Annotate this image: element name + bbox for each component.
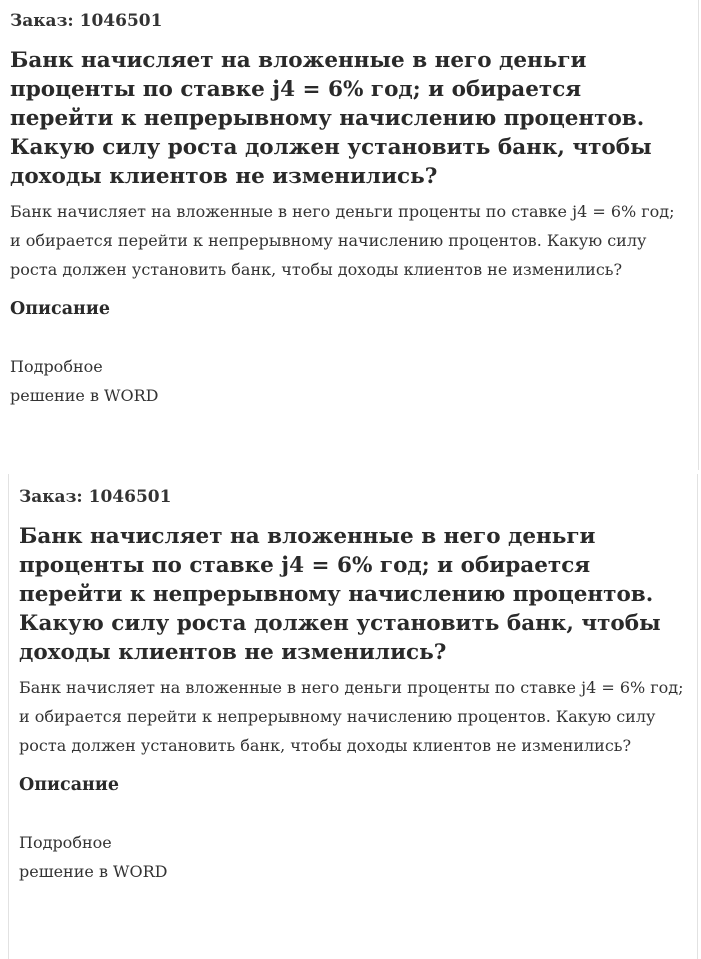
order-id: 1046501 [88, 487, 172, 507]
description-heading: Описание [19, 775, 119, 795]
solution-line-2: решение в WORD [10, 386, 159, 405]
order-label: Заказ: [19, 487, 83, 507]
solution-line-1: Подробное [19, 833, 112, 852]
solution-details [10, 352, 688, 410]
order-label: Заказ: [10, 11, 74, 31]
order-card [0, 0, 699, 470]
order-card [8, 474, 698, 959]
solution-line-2: решение в WORD [19, 862, 168, 881]
task-description: Банк начисляет на вложенные в него деньги проценты по ставке j4 = 6% год; и обирается перейти к непрерывному начислению процентов. Какую силу роста должен установить банк, чтобы доходы клиентов не изменились? [10, 202, 675, 279]
order-id: 1046501 [79, 11, 163, 31]
solution-line-1: Подробное [10, 357, 103, 376]
task-title: Банк начисляет на вложенные в него деньги проценты по ставке j4 = 6% год; и обирается перейти к непрерывному начислению процентов. Какую силу роста должен установить банк, чтобы доходы клиентов не изменились? [10, 48, 652, 189]
task-description: Банк начисляет на вложенные в него деньги проценты по ставке j4 = 6% год; и обирается перейти к непрерывному начислению процентов. Какую силу роста должен установить банк, чтобы доходы клиентов не изменились? [19, 678, 684, 755]
description-heading: Описание [10, 299, 110, 319]
solution-details [19, 828, 687, 886]
task-title: Банк начисляет на вложенные в него деньги проценты по ставке j4 = 6% год; и обирается перейти к непрерывному начислению процентов. Какую силу роста должен установить банк, чтобы доходы клиентов не изменились? [19, 524, 661, 665]
order-number [10, 8, 688, 34]
order-number [19, 484, 687, 510]
